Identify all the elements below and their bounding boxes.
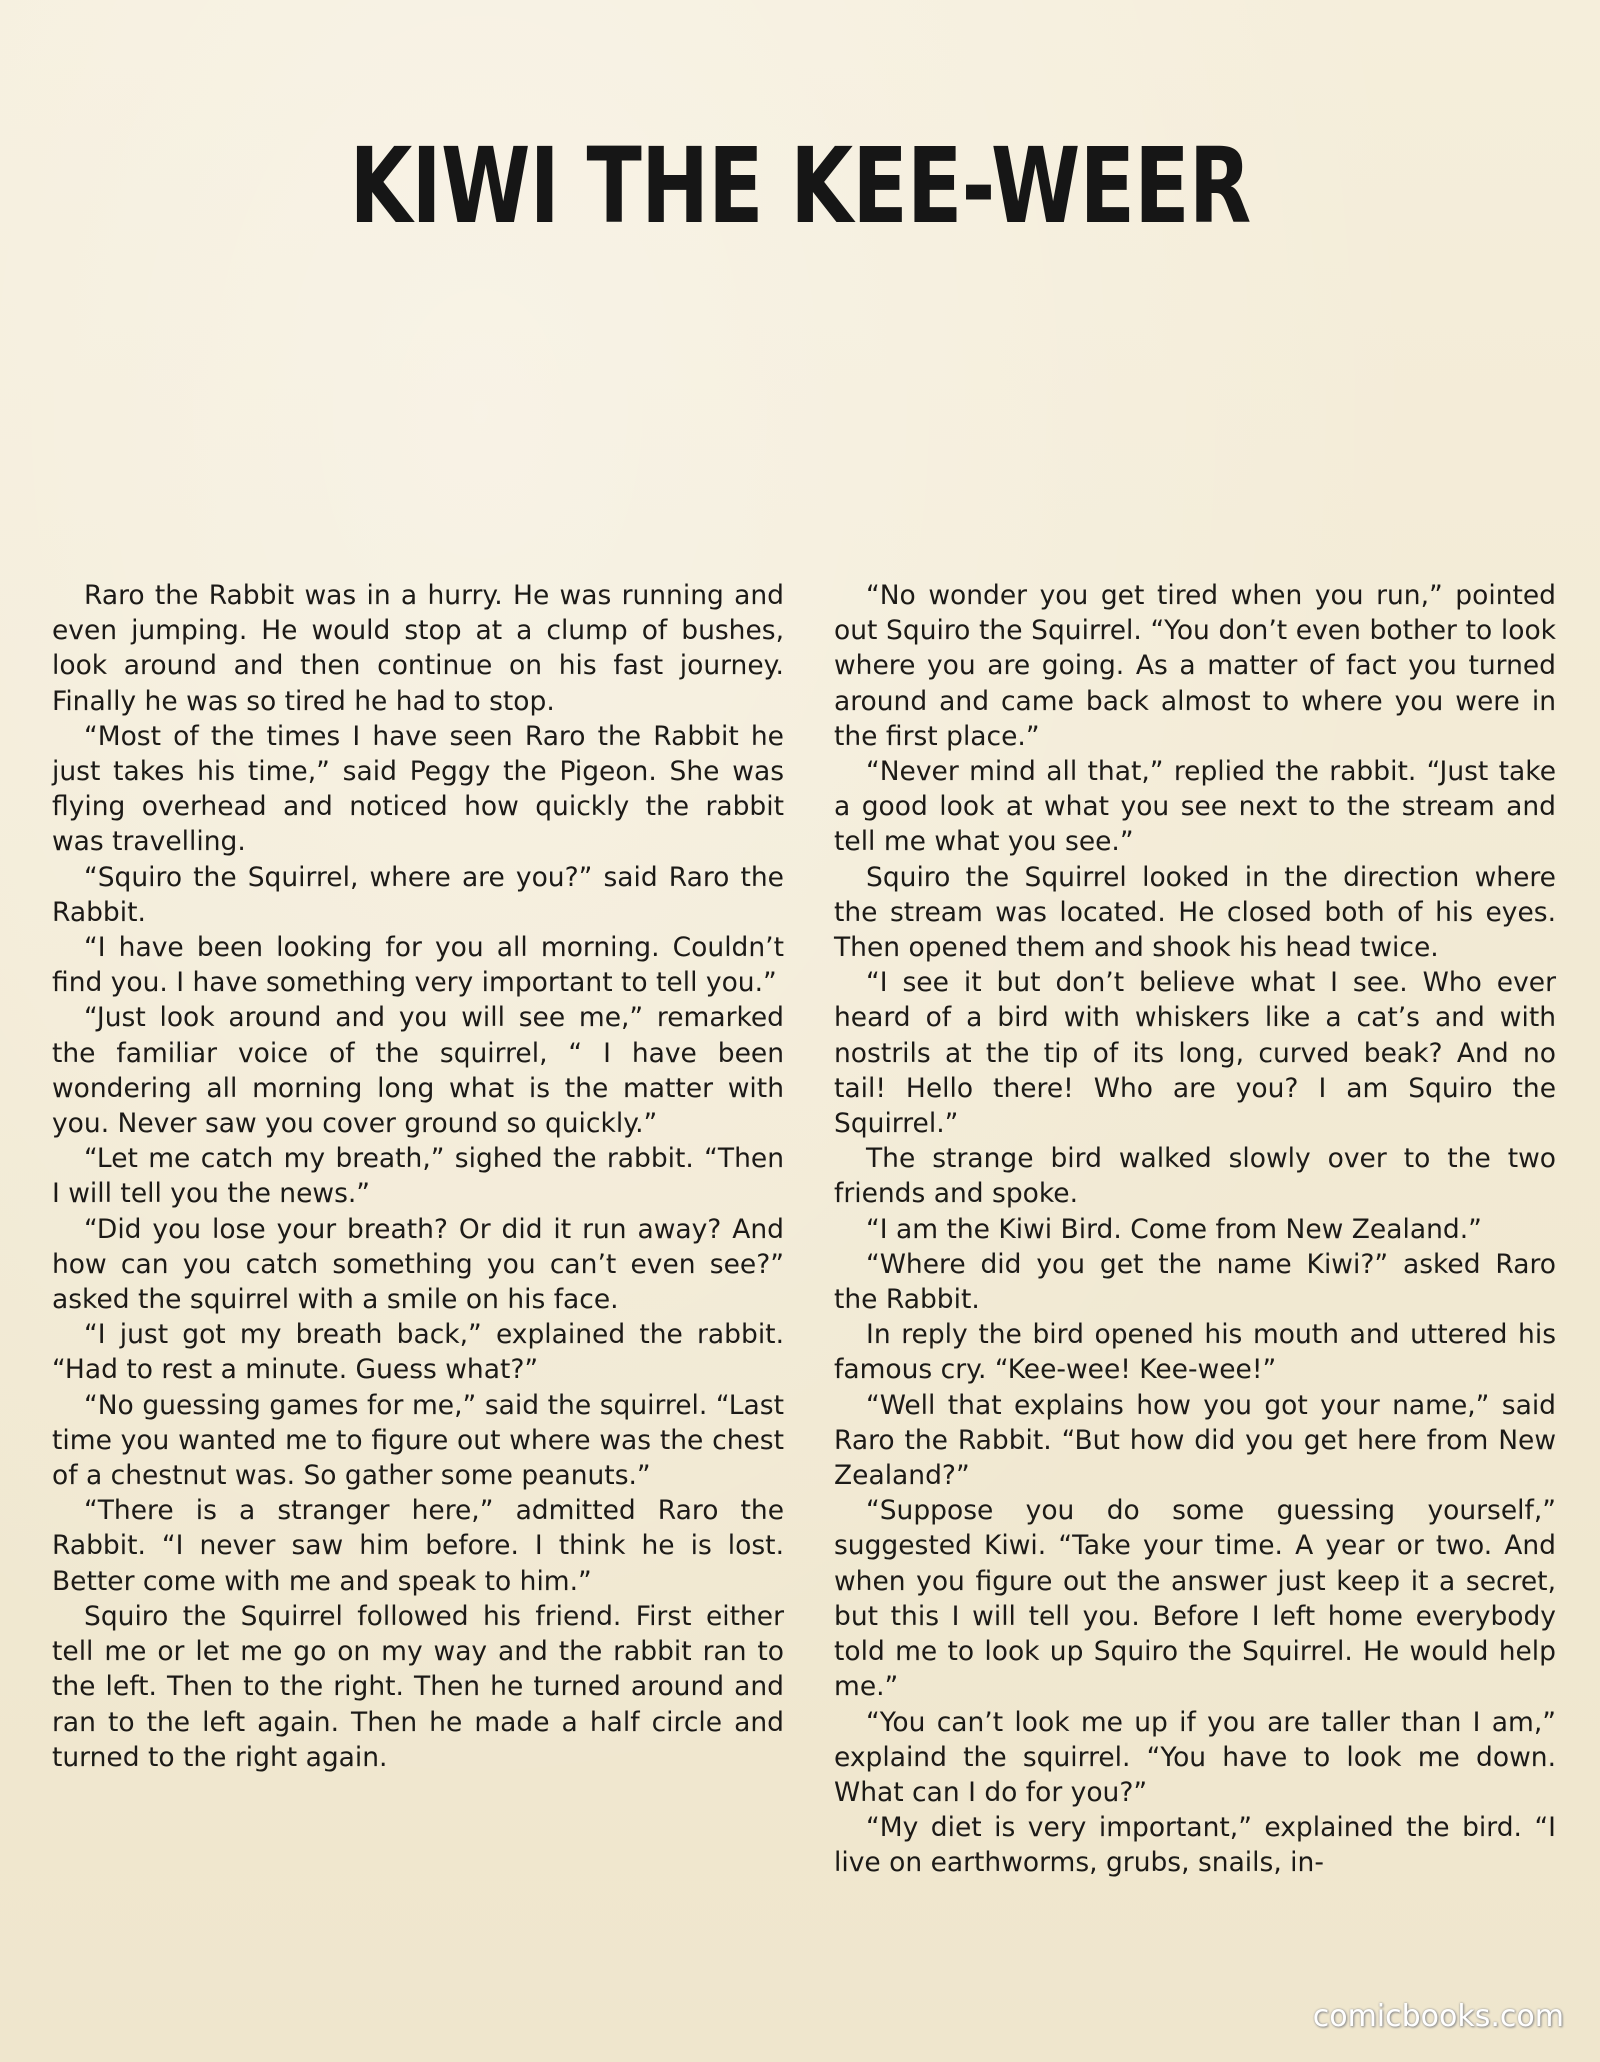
paragraph: Squiro the Squirrel followed his friend. First either tell me or let me go on my way and the rabbit ran to the left. Then to the right. Then he turned around and ran to the left again. Then he made a half circle and turned to the right again. — [52, 1600, 784, 1773]
paragraph: “Did you lose your breath? Or did it run away? And how can you catch something you can’t even see?” asked the squirrel with a smile on his face. — [52, 1213, 784, 1316]
paragraph: “No guessing games for me,” said the squirrel. “Last time you wanted me to figure out where was the chest of a chestnut was. So gather some peanuts.” — [52, 1389, 784, 1492]
watermark: comicbooks.com — [1312, 1999, 1564, 2034]
paragraph: “Just look around and you will see me,” remarked the familiar voice of the squirrel, “ I have been wondering all morning long what is the matter with you. Never saw you cover ground so quickly.” — [52, 1002, 784, 1140]
paragraph: “My diet is very important,” explained the bird. “I live on earthworms, grubs, snails, in- — [834, 1812, 1556, 1879]
paragraph: “Suppose you do some guessing yourself,” suggested Kiwi. “Take your time. A year or two. And when you figure out the answer just keep it a secret, but this I will tell you. Before I left home everybody told me to look up Squiro the Squirrel. He would help me.” — [834, 1495, 1556, 1703]
paragraph: “Never mind all that,” replied the rabbit. “Just take a good look at what you see next to the stream and tell me what you see.” — [834, 756, 1556, 858]
right-column — [834, 578, 1556, 1881]
paragraph: In reply the bird opened his mouth and uttered his famous cry. “Kee-wee! Kee-wee!” — [834, 1319, 1556, 1386]
paragraph: The strange bird walked slowly over to the two friends and spoke. — [834, 1143, 1556, 1210]
paragraph: “I see it but don’t believe what I see. Who ever heard of a bird with whiskers like a cat’s and with nostrils at the tip of its long, curved beak? And no tail! Hello there! Who are you? I am Squiro the Squirrel.” — [834, 967, 1556, 1140]
left-column — [52, 578, 784, 1775]
paragraph: “I just got my breath back,” explained the rabbit. “Had to rest a minute. Guess what?” — [52, 1319, 784, 1386]
paragraph: “Well that explains how you got your name,” said Raro the Rabbit. “But how did you get here from New Zealand?” — [834, 1389, 1556, 1492]
paragraph: “Most of the times I have seen Raro the Rabbit he just takes his time,” said Peggy the Pigeon. She was flying overhead and noticed how quickly the rabbit was travelling. — [52, 720, 784, 858]
paragraph: “No wonder you get tired when you run,” pointed out Squiro the Squirrel. “You don’t even bother to look where you are going. As a matter of fact you turned around and came back almost to where you were in the first place.” — [834, 580, 1556, 752]
paragraph: Squiro the Squirrel looked in the direction where the stream was located. He closed both of his eyes. Then opened them and shook his head twice. — [834, 861, 1556, 964]
paragraph: Raro the Rabbit was in a hurry. He was running and even jumping. He would stop at a clump of bushes, look around and then continue on his fast journey. Finally he was so tired he had to stop. — [52, 580, 784, 717]
story-title: KIWI THE KEE-WEER — [349, 124, 1251, 247]
paragraph: “Where did you get the name Kiwi?” asked Raro the Rabbit. — [834, 1248, 1556, 1316]
paragraph: “You can’t look me up if you are taller than I am,” explaind the squirrel. “You have to look me down. What can I do for you?” — [834, 1706, 1556, 1808]
paragraph: “There is a stranger here,” admitted Raro the Rabbit. “I never saw him before. I think he is lost. Better come with me and speak to him.” — [52, 1495, 784, 1597]
paragraph: “Let me catch my breath,” sighed the rabbit. “Then I will tell you the news.” — [52, 1143, 784, 1210]
paragraph: “I have been looking for you all morning. Couldn’t find you. I have something very important to tell you.” — [52, 932, 784, 999]
paragraph: “I am the Kiwi Bird. Come from New Zealand.” — [866, 1213, 1482, 1245]
paragraph: “Squiro the Squirrel, where are you?” said Raro the Rabbit. — [52, 861, 784, 928]
